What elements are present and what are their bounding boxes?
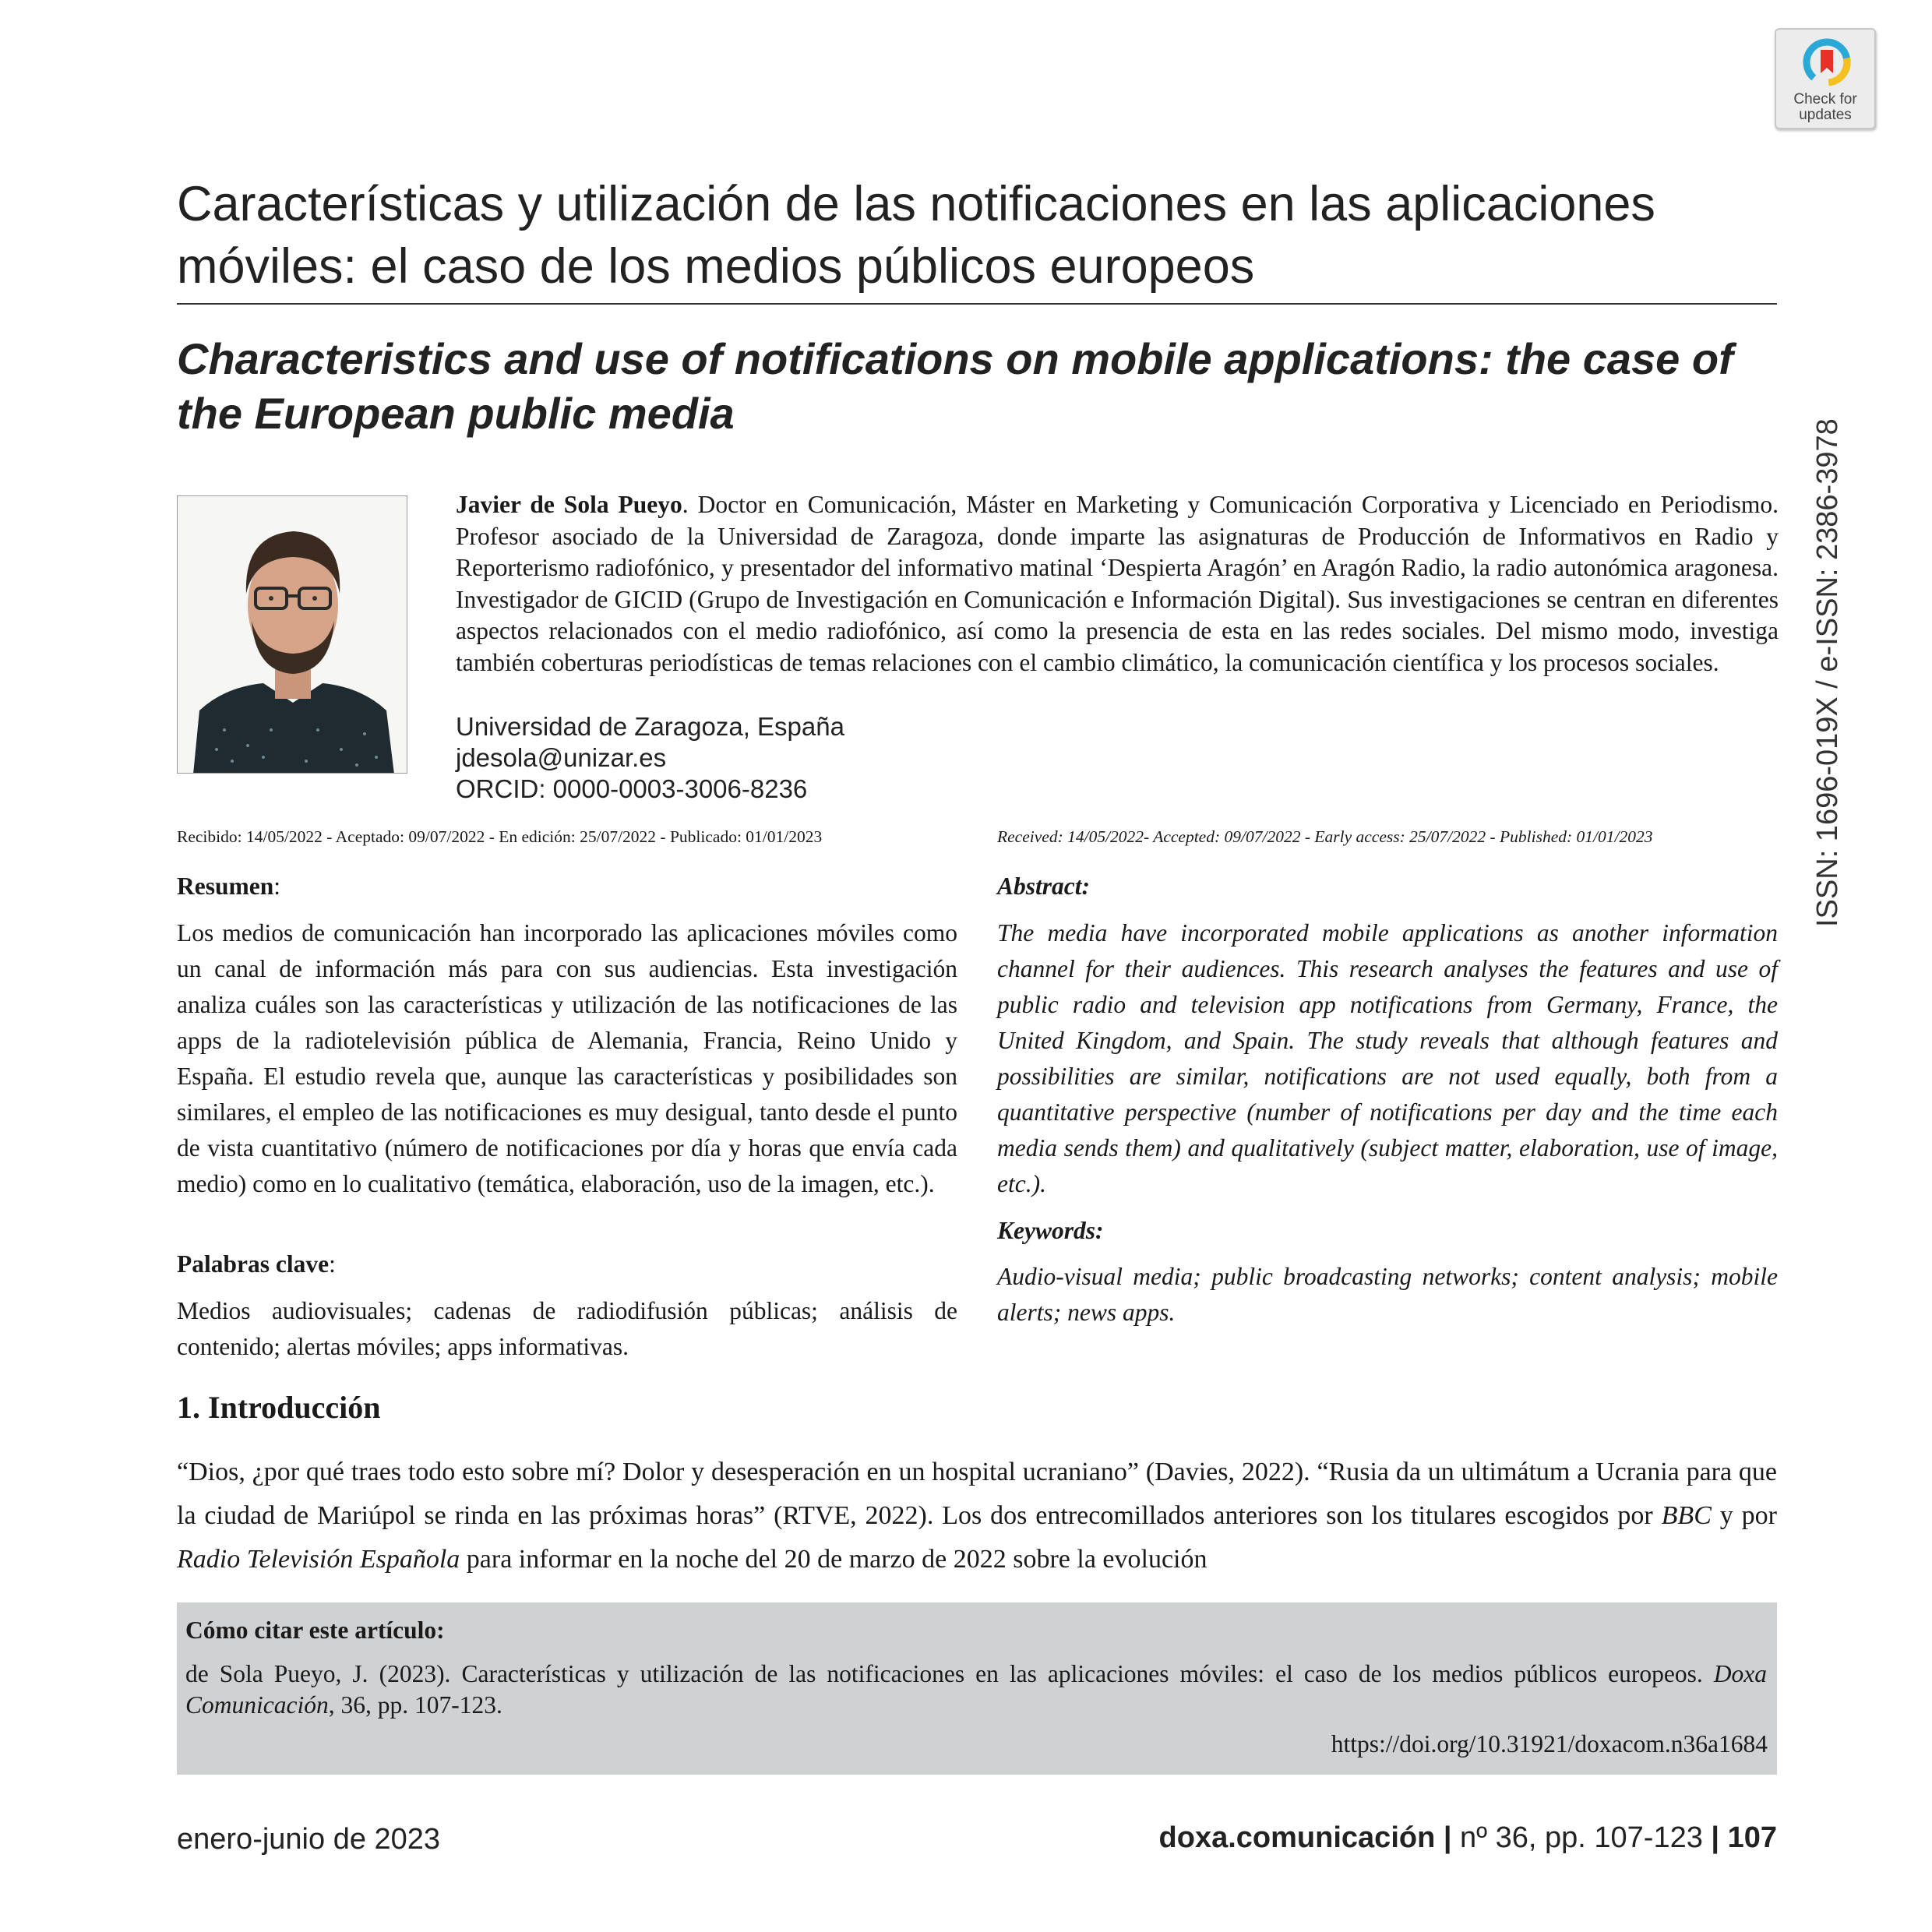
author-bio-text: . Doctor en Comunicación, Máster en Marketing y Comunicación Corporativa y Licenciado en Periodismo. Profesor asociado de la Universidad de Zaragoza, donde imparte las asignaturas de Producción de Informativos en Radio y Reporterismo radiofónico, y presentador del informativo matinal ‘Despierta Aragón’ en Aragón Radio, la radio autonómica aragonesa. Investigador de GICID (Grupo de Investigación en Comunicación e Información Digital). Sus investigaciones se centran en diferentes aspectos relacionados con el medio radiofónico, así como la presencia de esta en las redes sociales. Del mismo modo, investiga también coberturas periodísticas de temas relaciones con el cambio climático, la comunicación científica y los procesos sociales. bbox=[456, 491, 1779, 676]
bbc-emphasis: BBC bbox=[1661, 1501, 1712, 1530]
resumen-text: Los medios de comunicación han incorporado las aplicaciones móviles como un canal de información más para con sus audiencias. Esta investigación analiza cuáles son las características y utilización de las notificaciones de las apps de la radiotelevisión pública de Alemania, Francia, Reino Unido y España. El estudio revela que, aunque las características y posibilidades son similares, el empleo de las notificaciones es muy desigual, tanto desde el punto de vista cuantitativo (número de notificaciones por día y horas que envía cada medio) como en lo cualitativo (temática, elaboración, uso de la imagen, etc.). bbox=[177, 919, 957, 1197]
author-name: Javier de Sola Pueyo bbox=[456, 491, 682, 518]
intro-heading: 1. Introducción bbox=[177, 1390, 381, 1425]
footer-page-number: 107 bbox=[1727, 1821, 1777, 1854]
palabras-clave-text: Medios audiovisuales; cadenas de radiodifusión públicas; análisis de contenido; alertas móviles; apps informativas. bbox=[177, 1297, 957, 1360]
crossmark-icon bbox=[1800, 36, 1853, 89]
keywords-text: Audio-visual media; public broadcasting networks; content analysis; mobile alerts; news apps. bbox=[997, 1263, 1778, 1326]
footer-journal-name: doxa.comunicación bbox=[1158, 1821, 1436, 1854]
title-spanish: Características y utilización de las notificaciones en las aplicaciones móviles: el caso de los medios públicos europeos bbox=[177, 177, 1655, 294]
intro-paragraph: “Dios, ¿por qué traes todo esto sobre mí? Dolor y desesperación en un hospital ucraniano” (Davies, 2022). “Rusia da un ultimátum a Ucrania para que la ciudad de Mariúpol se rinda en las próximas horas” (RTVE, 2022). Los dos entrecomillados anteriores son los titulares escogidos por BBC y por Radio Televisión Española para informar en la noche del 20 de marzo de 2022 sobre la evolución bbox=[177, 1458, 1777, 1574]
keywords-heading: Keywords: bbox=[997, 1217, 1104, 1244]
footer-journal-info: doxa.comunicación | nº 36, pp. 107-123 | 107 bbox=[1158, 1821, 1777, 1854]
footer-date: enero-junio de 2023 bbox=[177, 1823, 441, 1856]
footer-issue: nº 36, pp. 107-123 bbox=[1460, 1821, 1703, 1854]
author-photo bbox=[177, 495, 407, 774]
abstract-text: The media have incorporated mobile applications as another information channel for their audiences. This research analyses the features and use of public radio and television app notifications from Germany, France, the United Kingdom, and Spain. The study reveals that although features and possibilities are similar, notifications are not used equally, both from a quantitative perspective (number of notifications per day and the time each media sends them) and qualitatively (subject matter, elaboration, use of image, etc.). bbox=[997, 919, 1778, 1197]
palabras-clave-heading: Palabras clave: bbox=[177, 1250, 336, 1278]
author-bio bbox=[456, 489, 1779, 679]
check-for-updates-badge[interactable] bbox=[1775, 28, 1876, 129]
badge-line1: Check for bbox=[1793, 91, 1857, 108]
author-orcid[interactable]: ORCID: 0000-0003-3006-8236 bbox=[456, 774, 808, 803]
author-affiliation: Universidad de Zaragoza, España bbox=[456, 712, 844, 741]
issn-sidebar: ISSN: 1696-019X / e-ISSN: 2386-3978 bbox=[1811, 418, 1844, 927]
rtve-emphasis: Radio Televisión Española bbox=[177, 1545, 460, 1574]
title-english: Characteristics and use of notifications on mobile applications: the case of the European public media bbox=[177, 334, 1733, 438]
title-divider bbox=[177, 303, 1777, 305]
dates-spanish: Recibido: 14/05/2022 - Aceptado: 09/07/2022 - En edición: 25/07/2022 - Publicado: 01/01/2023 bbox=[177, 827, 823, 846]
citation-box bbox=[177, 1602, 1777, 1775]
citation-journal: Doxa Comunicación bbox=[185, 1660, 1767, 1719]
resumen-heading: Resumen: bbox=[177, 873, 281, 900]
dates-english: Received: 14/05/2022- Accepted: 09/07/2022 - Early access: 25/07/2022 - Published: 01/01/2023 bbox=[997, 827, 1653, 846]
author-email[interactable]: jdesola@unizar.es bbox=[456, 743, 667, 772]
citation-heading: Cómo citar este artículo: bbox=[185, 1616, 445, 1644]
badge-line2: updates bbox=[1799, 107, 1852, 123]
citation-text: de Sola Pueyo, J. (2023). Características y utilización de las notificaciones en las aplicaciones móviles: el caso de los medios públicos europeos. Doxa Comunicación, 36, pp. 107-123. bbox=[185, 1660, 1767, 1719]
abstract-heading: Abstract: bbox=[997, 873, 1091, 900]
citation-doi-link[interactable]: https://doi.org/10.31921/doxacom.n36a1684 bbox=[1331, 1730, 1768, 1757]
